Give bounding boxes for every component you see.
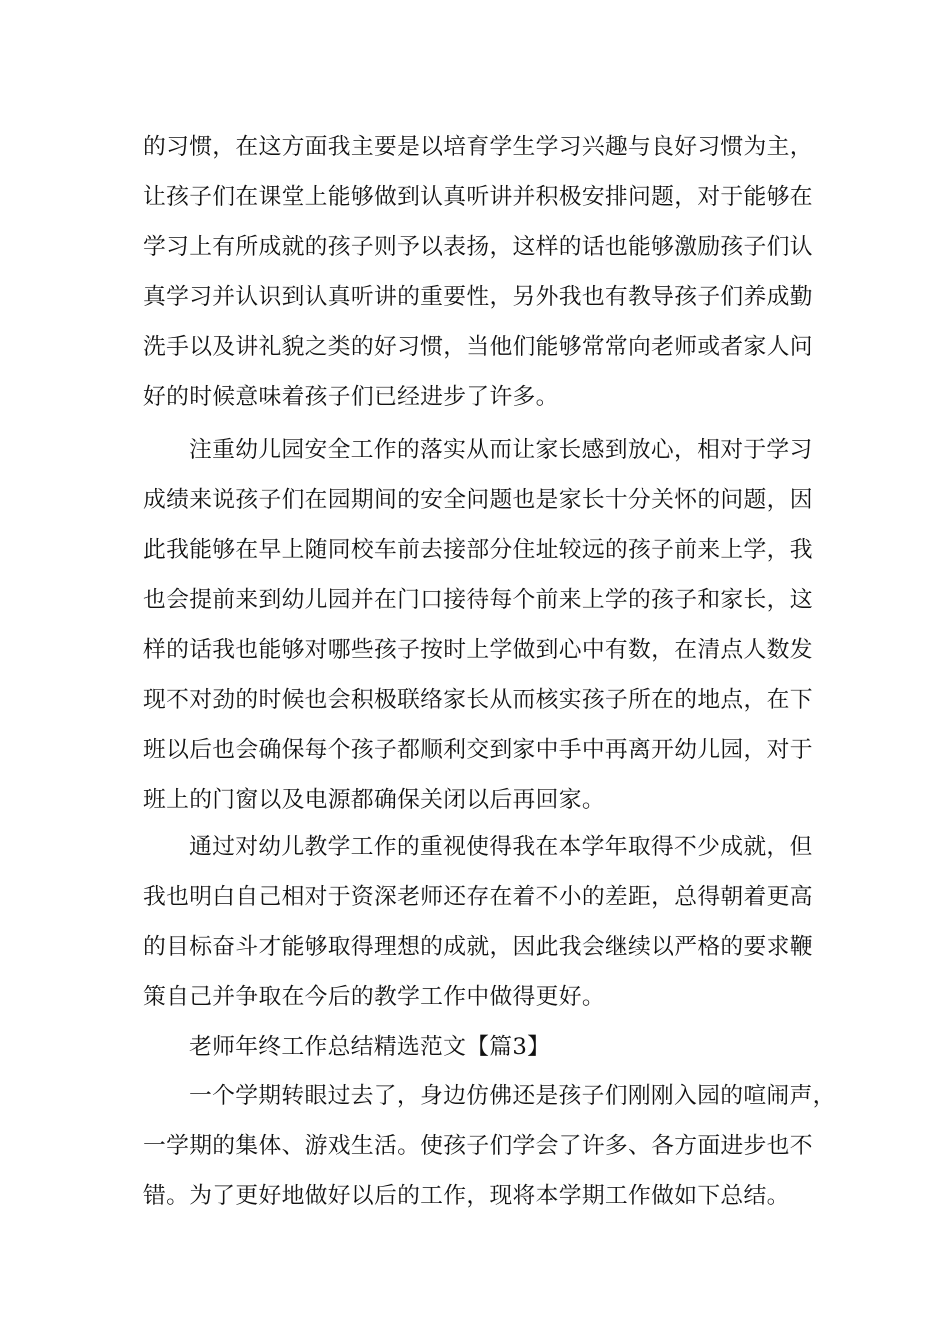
- text-line: 一个学期转眼过去了，身边仿佛还是孩子们刚刚入园的喧闹声，: [189, 1083, 836, 1109]
- text-line: 洗手以及讲礼貌之类的好习惯，当他们能够常常向老师或者家人问: [143, 334, 813, 360]
- text-line: 我也明白自己相对于资深老师还存在着不小的差距，总得朝着更高: [143, 884, 813, 910]
- text-line: 班上的门窗以及电源都确保关闭以后再回家。: [143, 787, 605, 813]
- paragraph-2: [143, 425, 813, 825]
- paragraph-4: [143, 1071, 836, 1221]
- text-line: 注重幼儿园安全工作的落实从而让家长感到放心，相对于学习: [189, 437, 813, 463]
- paragraph-3: [143, 822, 813, 1022]
- text-line: 也会提前来到幼儿园并在门口接待每个前来上学的孩子和家长，这: [143, 587, 813, 613]
- text-line: 学习上有所成就的孩子则予以表扬，这样的话也能够激励孩子们认: [143, 234, 813, 260]
- text-line: 让孩子们在课堂上能够做到认真听讲并积极安排问题，对于能够在: [143, 184, 813, 210]
- text-line: 策自己并争取在今后的教学工作中做得更好。: [143, 984, 605, 1010]
- paragraph-1: [143, 122, 813, 422]
- text-line: 的目标奋斗才能够取得理想的成就，因此我会继续以严格的要求鞭: [143, 934, 813, 960]
- text-line: 现不对劲的时候也会积极联络家长从而核实孩子所在的地点，在下: [143, 687, 813, 713]
- section-heading: [143, 1022, 807, 1072]
- text-line: 通过对幼儿教学工作的重视使得我在本学年取得不少成就，但: [189, 834, 813, 860]
- text-line: 此我能够在早上随同校车前去接部分住址较远的孩子前来上学，我: [143, 537, 813, 563]
- text-line: 好的时候意味着孩子们已经进步了许多。: [143, 384, 559, 410]
- text-line: 一学期的集体、游戏生活。使孩子们学会了许多、各方面进步也不: [143, 1133, 813, 1159]
- text-line: 的习惯，在这方面我主要是以培育学生学习兴趣与良好习惯为主，: [143, 134, 813, 160]
- text-line: 班以后也会确保每个孩子都顺利交到家中手中再离开幼儿园，对于: [143, 737, 813, 763]
- heading-text: 老师年终工作总结精选范文【篇3】: [189, 1034, 551, 1060]
- text-line: 错。为了更好地做好以后的工作，现将本学期工作做如下总结。: [143, 1183, 790, 1209]
- text-line: 成绩来说孩子们在园期间的安全问题也是家长十分关怀的问题，因: [143, 487, 813, 513]
- text-line: 样的话我也能够对哪些孩子按时上学做到心中有数，在清点人数发: [143, 637, 813, 663]
- text-line: 真学习并认识到认真听讲的重要性，另外我也有教导孩子们养成勤: [143, 284, 813, 310]
